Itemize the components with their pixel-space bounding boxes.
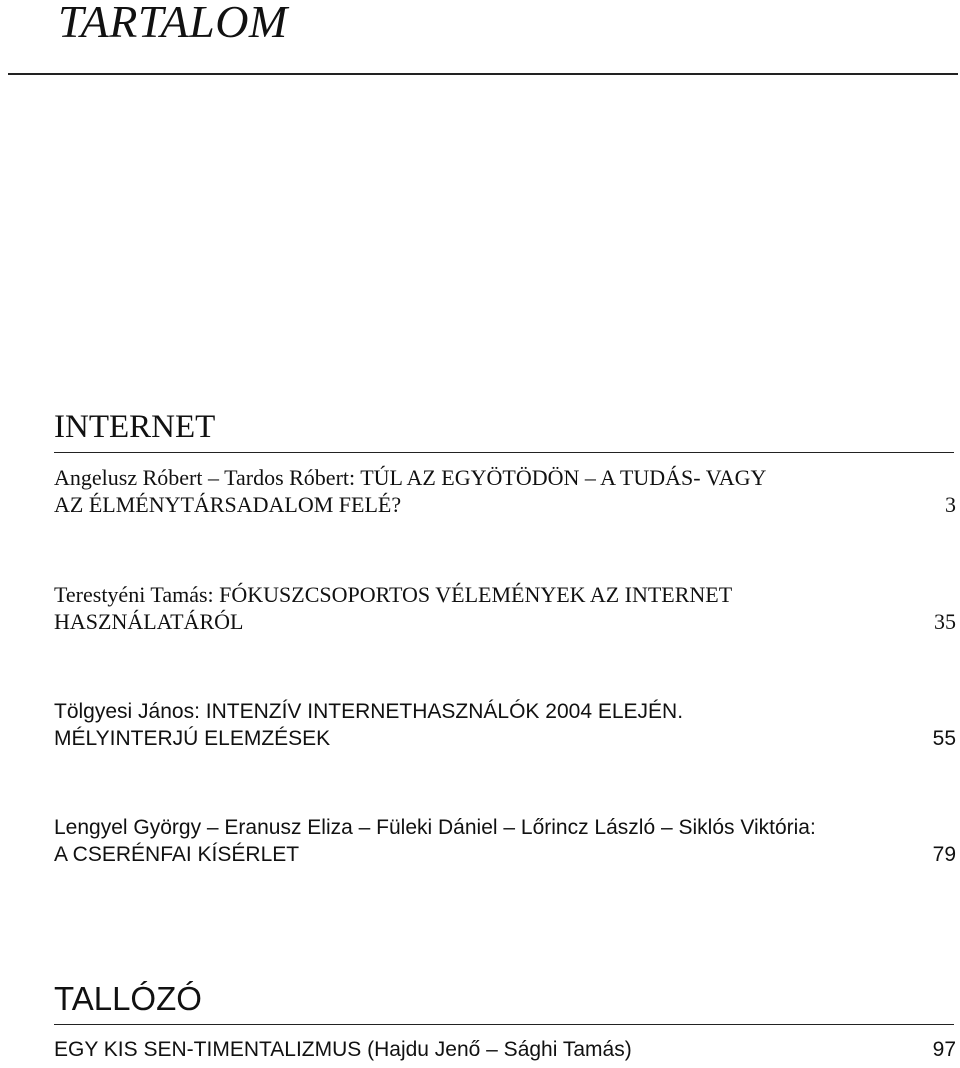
toc-entry-author-title: Tölgyesi János: INTENZÍV INTERNETHASZNÁLÓK 2004 ELEJÉN. bbox=[54, 700, 684, 723]
section-divider-internet bbox=[54, 452, 954, 453]
toc-entry-page-number: 79 bbox=[932, 843, 956, 866]
toc-entry-author-title: EGY KIS SEN-TIMENTALIZMUS (Hajdu Jenő – Sághi Tamás) bbox=[54, 1038, 632, 1061]
toc-entry-page-number: 35 bbox=[934, 609, 956, 634]
toc-entry-hajdu-saghi[interactable] bbox=[54, 1036, 956, 1063]
toc-entry-title-continued: HASZNÁLATÁRÓL bbox=[54, 609, 244, 634]
section-heading-internet: INTERNET bbox=[54, 409, 216, 445]
toc-entry-angelusz-tardos[interactable] bbox=[54, 464, 956, 518]
toc-entry-page-number: 55 bbox=[932, 727, 956, 750]
toc-entry-title-continued: AZ ÉLMÉNYTÁRSADALOM FELÉ? bbox=[54, 492, 402, 517]
toc-entry-title-continued: MÉLYINTERJÚ ELEMZÉSEK bbox=[54, 727, 331, 750]
toc-entry-title-continued: A CSERÉNFAI KÍSÉRLET bbox=[54, 843, 300, 866]
toc-entry-author-title: Angelusz Róbert – Tardos Róbert: TÚL AZ EGYÖTÖDÖN – A TUDÁS- VAGY bbox=[54, 465, 767, 490]
toc-entry-lengyel[interactable] bbox=[54, 814, 956, 868]
section-heading-tallozo: TALLÓZÓ bbox=[54, 980, 202, 1017]
toc-entry-page-number: 97 bbox=[932, 1038, 956, 1061]
toc-entry-tolgyesi[interactable] bbox=[54, 698, 956, 752]
toc-entry-terestyeni[interactable] bbox=[54, 581, 956, 635]
section-divider-tallozo bbox=[54, 1024, 954, 1025]
toc-entry-author-title: Lengyel György – Eranusz Eliza – Füleki Dániel – Lőrincz László – Siklós Viktória: bbox=[54, 816, 816, 839]
title-divider bbox=[8, 73, 958, 75]
page-title: TARTALOM bbox=[58, 0, 288, 47]
toc-entry-author-title: Terestyéni Tamás: FÓKUSZCSOPORTOS VÉLEMÉNYEK AZ INTERNET bbox=[54, 582, 733, 607]
toc-entry-page-number: 3 bbox=[945, 492, 956, 517]
